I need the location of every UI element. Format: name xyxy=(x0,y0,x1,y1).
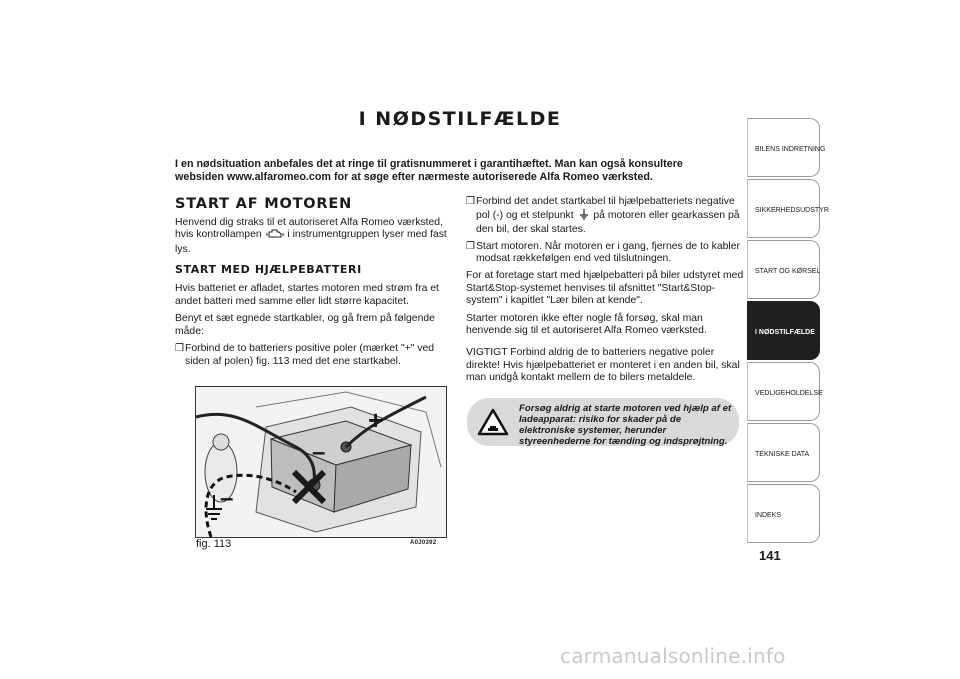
list-item xyxy=(466,196,746,237)
paragraph: Starter motoren ikke efter nogle få forsøg, skal man henvende sig til et autoriseret Alfa Romeo værksted. xyxy=(466,312,707,337)
right-column xyxy=(466,196,746,390)
list-item-part: på motoren eller gearkassen på den bil, der skal startes. xyxy=(476,209,740,236)
subsection-heading: START MED HJÆLPEBATTERI xyxy=(175,263,362,277)
left-column xyxy=(175,198,450,373)
bullet-mark: ❒ xyxy=(175,343,184,355)
page-title: I NØDSTILFÆLDE xyxy=(358,108,562,130)
page-number: 141 xyxy=(759,548,781,563)
paragraph: For at foretage start med hjælpebatteri på biler udstyret med Start&Stop-systemet henvises til afsnittet "Start&Stop-system" i kapitlet "Lær bilen at kende". xyxy=(466,269,744,307)
section-heading: START AF MOTOREN xyxy=(175,196,353,212)
engine-warning-icon xyxy=(267,229,283,244)
chapter-tabs xyxy=(747,118,829,545)
list-item-text: Forbind de to batteriers positive poler (mærket "+" ved siden af polen) fig. 113 med det ene startkabel. xyxy=(185,343,435,367)
tab-chapter-0[interactable]: BILENS INDRETNING xyxy=(747,118,820,177)
minus-sign: – xyxy=(312,439,326,466)
bullet-mark: ❒ xyxy=(466,196,475,207)
figure-battery-illustration xyxy=(195,386,447,538)
tab-chapter-6[interactable]: INDEKS xyxy=(747,484,820,543)
ground-icon xyxy=(579,209,589,225)
watermark-text: carmanualsonline.info xyxy=(560,644,786,668)
paragraph-important: VIGTIGT Forbind aldrig de to batteriers negative poler direkte! Hvis hjælpebatteriet er monteret i en anden bil, skal man undgå kontakt mellem de to bilers metaldele. xyxy=(466,346,740,384)
plus-sign: + xyxy=(368,405,384,435)
tab-chapter-3[interactable]: I NØDSTILFÆLDE xyxy=(747,301,820,360)
paragraph-part: i instrumentgruppen lyser med fast lys. xyxy=(175,229,447,255)
list-item xyxy=(175,343,450,368)
tab-chapter-1[interactable]: SIKKERHEDSUDSTYR xyxy=(747,179,820,238)
warning-box xyxy=(467,398,739,446)
paragraph: Benyt et sæt egnede startkabler, og gå frem på følgende måde: xyxy=(175,313,435,337)
tab-chapter-4[interactable]: VEDLIGEHOLDELSE xyxy=(747,362,820,421)
intro-text: I en nødsituation anbefales det at ringe til gratisnummeret i garantihæftet. Man kan også konsultere websiden www.alfaromeo.com for at søge efter nærmeste autoriserede Alfa Romeo værksted. xyxy=(175,158,683,183)
list-item-part: Forbind det andet startkabel til hjælpebatteriets negative pol (-) og et stelpunkt xyxy=(476,196,735,221)
list-item xyxy=(466,241,746,266)
tab-chapter-5[interactable]: TEKNISKE DATA xyxy=(747,423,820,482)
paragraph: Hvis batteriet er afladet, startes motoren med strøm fra et andet batteri med samme eller lidt større kapacitet. xyxy=(175,282,439,307)
figure-caption: fig. 113 xyxy=(196,538,232,550)
paragraph-warning-lamp xyxy=(175,217,450,257)
bullet-mark: ❒ xyxy=(466,240,475,252)
list-item-text: Start motoren. Når motoren er i gang, fjernes de to kabler modsat rækkefølgen end ved tilslutningen. xyxy=(476,240,740,265)
figure-code: A0J0392 xyxy=(410,540,437,546)
warning-triangle-icon xyxy=(477,408,509,441)
list-item-text xyxy=(476,196,746,237)
warning-text: Forsøg aldrig at starte motoren ved hjælp af et ladeapparat: risiko for skader på de elektroniske systemer, herunder styreenhederne for tænding og indsprøjtning. xyxy=(519,403,732,447)
tab-chapter-2[interactable]: START OG KØRSEL xyxy=(747,240,820,299)
paragraph-part: Henvend dig straks til et autoriseret Alfa Romeo værksted, hvis kontrollampen xyxy=(175,216,443,241)
ground-minus-sign: – xyxy=(220,485,234,512)
